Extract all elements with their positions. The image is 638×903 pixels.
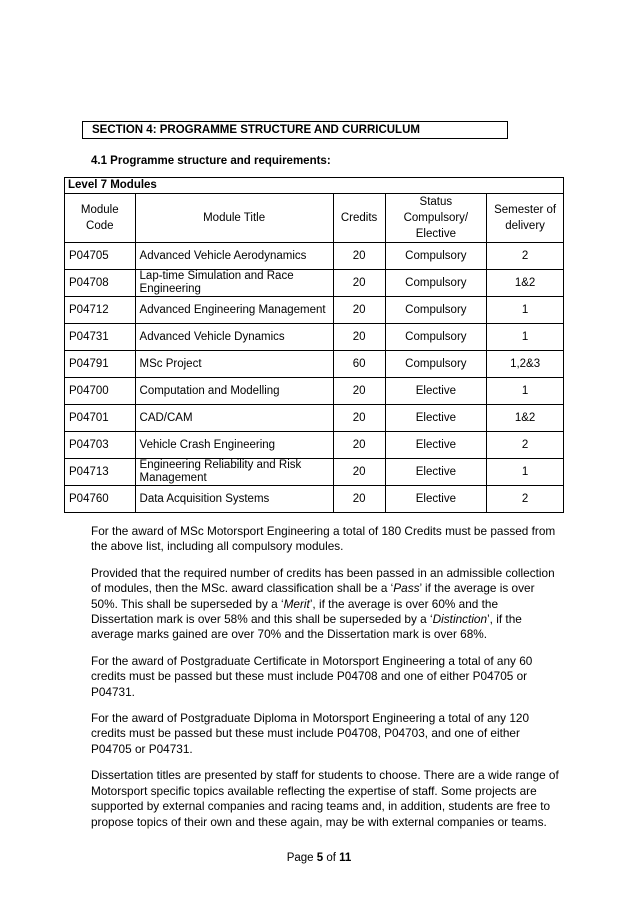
- module-rows: [65, 243, 564, 513]
- semester-cell: 2: [487, 243, 564, 270]
- paragraph-pg-certificate: For the award of Postgraduate Certificate in Motorsport Engineering a total of any 60 credits must be passed but these must include P04708 and one of either P04705 or P04731.: [91, 653, 533, 699]
- table-row: [65, 486, 564, 513]
- semester-cell: 1: [487, 378, 564, 405]
- module-title-cell: Computation and Modelling: [135, 378, 333, 405]
- semester-cell: 1&2: [487, 270, 564, 297]
- level-label: Level 7 Modules: [65, 178, 564, 194]
- body-text: [91, 524, 561, 841]
- credits-cell: 20: [333, 243, 385, 270]
- text-segment: ’ if the average is over 50%. This shall be superseded by a ‘: [91, 581, 535, 611]
- paragraph-pg-diploma: For the award of Postgraduate Diploma in Motorsport Engineering a total of any 120 credits must be passed but these must include P04708, P04703, and one of either P04705 or P04731.: [91, 711, 530, 756]
- module-title-cell: CAD/CAM: [135, 405, 333, 432]
- table-row: [65, 324, 564, 351]
- credits-cell: 20: [333, 405, 385, 432]
- paragraph-msc-award: For the award of MSc Motorsport Engineering a total of 180 Credits must be passed from the above list, including all compulsory modules.: [91, 524, 556, 554]
- module-code-cell: P04701: [65, 405, 136, 432]
- credits-cell: 20: [333, 432, 385, 459]
- table-row: [65, 459, 564, 486]
- status-cell: Elective: [385, 405, 487, 432]
- module-code-cell: P04705: [65, 243, 136, 270]
- status-cell: Compulsory: [385, 324, 487, 351]
- status-cell: Elective: [385, 378, 487, 405]
- status-cell: Elective: [385, 432, 487, 459]
- status-cell: Compulsory: [385, 270, 487, 297]
- status-cell: Compulsory: [385, 351, 487, 378]
- credits-cell: 20: [333, 324, 385, 351]
- page-footer: [0, 852, 638, 864]
- paragraph-classification: [91, 566, 561, 643]
- semester-cell: 1: [487, 459, 564, 486]
- module-title-cell: MSc Project: [135, 351, 333, 378]
- header-credits: Credits: [333, 194, 385, 243]
- module-code-cell: P04731: [65, 324, 136, 351]
- module-title-cell: Advanced Vehicle Aerodynamics: [135, 243, 333, 270]
- table-row: [65, 378, 564, 405]
- credits-cell: 20: [333, 486, 385, 513]
- modules-table: [64, 177, 564, 513]
- text-segment: ’, if the average marks gained are over 70% and the Dissertation mark is over 68%.: [91, 612, 522, 642]
- module-code-cell: P04703: [65, 432, 136, 459]
- header-semester: Semester of delivery: [487, 194, 564, 243]
- page-current: 5: [316, 852, 324, 864]
- header-status: Status Compulsory/ Elective: [385, 194, 487, 243]
- table-row: [65, 297, 564, 324]
- table-row: [65, 243, 564, 270]
- module-code-cell: P04791: [65, 351, 136, 378]
- module-title-cell: Engineering Reliability and Risk Management: [135, 459, 333, 486]
- text-segment: Provided that the required number of credits has been passed in an admissible collection of modules, then the MSc. award classification shall be a ‘: [91, 565, 555, 596]
- semester-cell: 1&2: [487, 405, 564, 432]
- page-prefix: Page: [286, 852, 317, 864]
- table-row: [65, 270, 564, 297]
- paragraph-dissertation: Dissertation titles are presented by staff for students to choose. There are a wide range of Motorsport specific topics available reflecting the expertise of staff. Some projects are supported by external companies and racing teams and, in addition, students are free to propose topics of their own and these again, may be with external companies or teams.: [91, 768, 559, 829]
- module-title-cell: Data Acquisition Systems: [135, 486, 333, 513]
- credits-cell: 60: [333, 351, 385, 378]
- module-code-cell: P04700: [65, 378, 136, 405]
- status-cell: Elective: [385, 459, 487, 486]
- module-title-cell: Advanced Vehicle Dynamics: [135, 324, 333, 351]
- module-title-cell: Vehicle Crash Engineering: [135, 432, 333, 459]
- pass-term: Pass: [393, 581, 420, 596]
- header-module-title: Module Title: [135, 194, 333, 243]
- page-total: 11: [339, 852, 352, 864]
- header-module-code: Module Code: [65, 194, 136, 243]
- module-title-cell: Lap-time Simulation and Race Engineering: [135, 270, 333, 297]
- semester-cell: 1: [487, 297, 564, 324]
- credits-cell: 20: [333, 459, 385, 486]
- table-row: [65, 405, 564, 432]
- semester-cell: 2: [487, 432, 564, 459]
- credits-cell: 20: [333, 378, 385, 405]
- status-cell: Elective: [385, 486, 487, 513]
- credits-cell: 20: [333, 270, 385, 297]
- level-row: [65, 178, 564, 194]
- module-code-cell: P04708: [65, 270, 136, 297]
- credits-cell: 20: [333, 297, 385, 324]
- semester-cell: 2: [487, 486, 564, 513]
- table-header-row: [65, 194, 564, 243]
- semester-cell: 1: [487, 324, 564, 351]
- module-code-cell: P04760: [65, 486, 136, 513]
- module-title-cell: Advanced Engineering Management: [135, 297, 333, 324]
- page-of: of: [323, 852, 340, 864]
- semester-cell: 1,2&3: [487, 351, 564, 378]
- subheading: 4.1 Programme structure and requirements:: [91, 155, 331, 167]
- text-segment: ’, if the average is over 60% and the Dissertation mark is over 58% and this shall be superseded by a ‘: [91, 596, 499, 627]
- status-cell: Compulsory: [385, 297, 487, 324]
- status-cell: Compulsory: [385, 243, 487, 270]
- module-code-cell: P04713: [65, 459, 136, 486]
- module-code-cell: P04712: [65, 297, 136, 324]
- section-title: SECTION 4: PROGRAMME STRUCTURE AND CURRICULUM: [82, 121, 508, 139]
- distinction-term: Distinction: [432, 612, 488, 627]
- table-row: [65, 432, 564, 459]
- table-row: [65, 351, 564, 378]
- merit-term: Merit: [283, 596, 310, 611]
